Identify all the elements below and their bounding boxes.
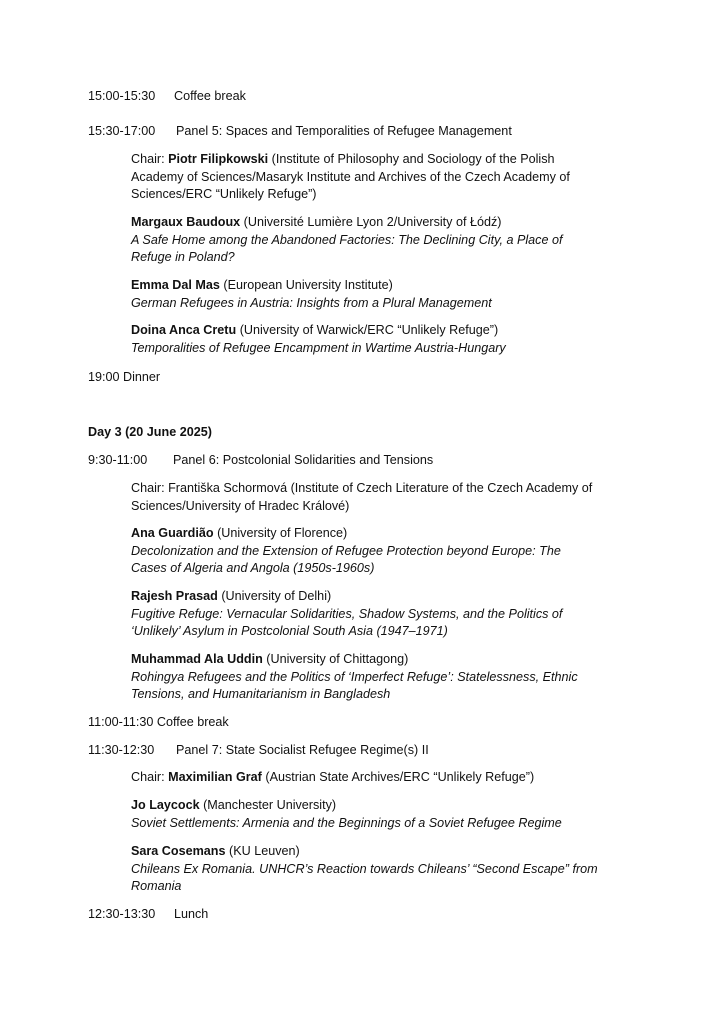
time-slot: 15:30-17:00 [88, 124, 156, 138]
speaker-name: Emma Dal Mas [131, 278, 220, 292]
speaker-affiliation: (Manchester University) [203, 798, 337, 812]
talk-item [131, 322, 641, 357]
schedule-dinner: 19:00 Dinner [88, 370, 161, 384]
talk-title-cont: ‘Unlikely’ Asylum in Postcolonial South Asia (1947–1971) [131, 624, 448, 638]
panel-title: Panel 5: Spaces and Temporalities of Refugee Management [176, 124, 512, 138]
talk-title: Decolonization and the Extension of Refugee Protection beyond Europe: The [131, 543, 561, 558]
talk-title-cont: Tensions, and Humanitarianism in Bangladesh [131, 687, 391, 701]
talk-title: Soviet Settlements: Armenia and the Beginnings of a Soviet Refugee Regime [131, 815, 562, 830]
talk-title-cont: Refuge in Poland? [131, 250, 235, 264]
talk-item [131, 588, 641, 641]
talk-title-cont: Cases of Algeria and Angola (1950s-1960s) [131, 561, 375, 575]
talk-item [131, 214, 641, 267]
speaker-affiliation: (Université Lumière Lyon 2/University of Łódź) [243, 215, 502, 229]
chair-name: Piotr Filipkowski [168, 152, 269, 166]
talk-title-cont: Romania [131, 879, 182, 893]
speaker-affiliation: (University of Florence) [217, 526, 348, 540]
panel-title: Panel 6: Postcolonial Solidarities and Tensions [173, 453, 434, 467]
panel-6-chair: Chair: Františka Schormová (Institute of Czech Literature of the Czech Academy of Sciences/University of Hradec Králové) [131, 481, 593, 513]
speaker-name: Jo Laycock [131, 798, 200, 812]
talk-item [131, 843, 641, 896]
speaker-name: Rajesh Prasad [131, 589, 218, 603]
slot-label: Coffee break [174, 89, 246, 103]
talk-item [131, 525, 641, 578]
panel-5-chair: Chair: Piotr Filipkowski (Institute of Philosophy and Sociology of the Polish Academy of Sciences/Masaryk Institute and Archives of the Czech Academy of Sciences/ERC “Unlikely Refuge”) [131, 152, 570, 201]
schedule-panel-5 [88, 123, 512, 141]
time-slot: 11:30-12:30 [88, 743, 155, 757]
time-slot: 15:00-15:30 [88, 89, 156, 103]
speaker-name: Ana Guardião [131, 526, 214, 540]
schedule-panel-6 [88, 452, 433, 470]
chair-name: Maximilian Graf [168, 770, 262, 784]
speaker-affiliation: (University of Delhi) [221, 589, 332, 603]
speaker-affiliation: (KU Leuven) [229, 844, 300, 858]
talk-title: A Safe Home among the Abandoned Factories: The Declining City, a Place of [131, 232, 563, 247]
panel-title: Panel 7: State Socialist Refugee Regime(s) II [176, 743, 429, 757]
talk-title: German Refugees in Austria: Insights from a Plural Management [131, 295, 492, 310]
speaker-name: Sara Cosemans [131, 844, 226, 858]
speaker-affiliation: (University of Warwick/ERC “Unlikely Refuge”) [239, 323, 499, 337]
schedule-panel-7 [88, 742, 429, 760]
talk-title: Fugitive Refuge: Vernacular Solidarities, Shadow Systems, and the Politics of [131, 606, 563, 621]
talk-item [131, 277, 641, 312]
time-slot: 12:30-13:30 [88, 907, 156, 921]
speaker-affiliation: (European University Institute) [223, 278, 393, 292]
time-slot: 9:30-11:00 [88, 453, 148, 467]
panel-7-chair: Chair: Maximilian Graf (Austrian State Archives/ERC “Unlikely Refuge”) [131, 770, 535, 784]
slot-label: Lunch [174, 907, 209, 921]
speaker-affiliation: (University of Chittagong) [266, 652, 409, 666]
talk-title: Rohingya Refugees and the Politics of ‘Imperfect Refuge’: Statelessness, Ethnic [131, 669, 578, 684]
speaker-name: Doina Anca Cretu [131, 323, 237, 337]
talk-item [131, 797, 641, 832]
speaker-name: Muhammad Ala Uddin [131, 652, 263, 666]
schedule-lunch [88, 906, 208, 924]
talk-title: Temporalities of Refugee Encampment in Wartime Austria-Hungary [131, 340, 506, 355]
schedule-coffee-break [88, 88, 246, 106]
speaker-name: Margaux Baudoux [131, 215, 241, 229]
day-heading: Day 3 (20 June 2025) [88, 425, 212, 439]
talk-title: Chileans Ex Romania. UNHCR’s Reaction towards Chileans’ “Second Escape” from [131, 861, 598, 876]
talk-item [131, 651, 641, 704]
schedule-coffee-break: 11:00-11:30 Coffee break [88, 715, 229, 729]
